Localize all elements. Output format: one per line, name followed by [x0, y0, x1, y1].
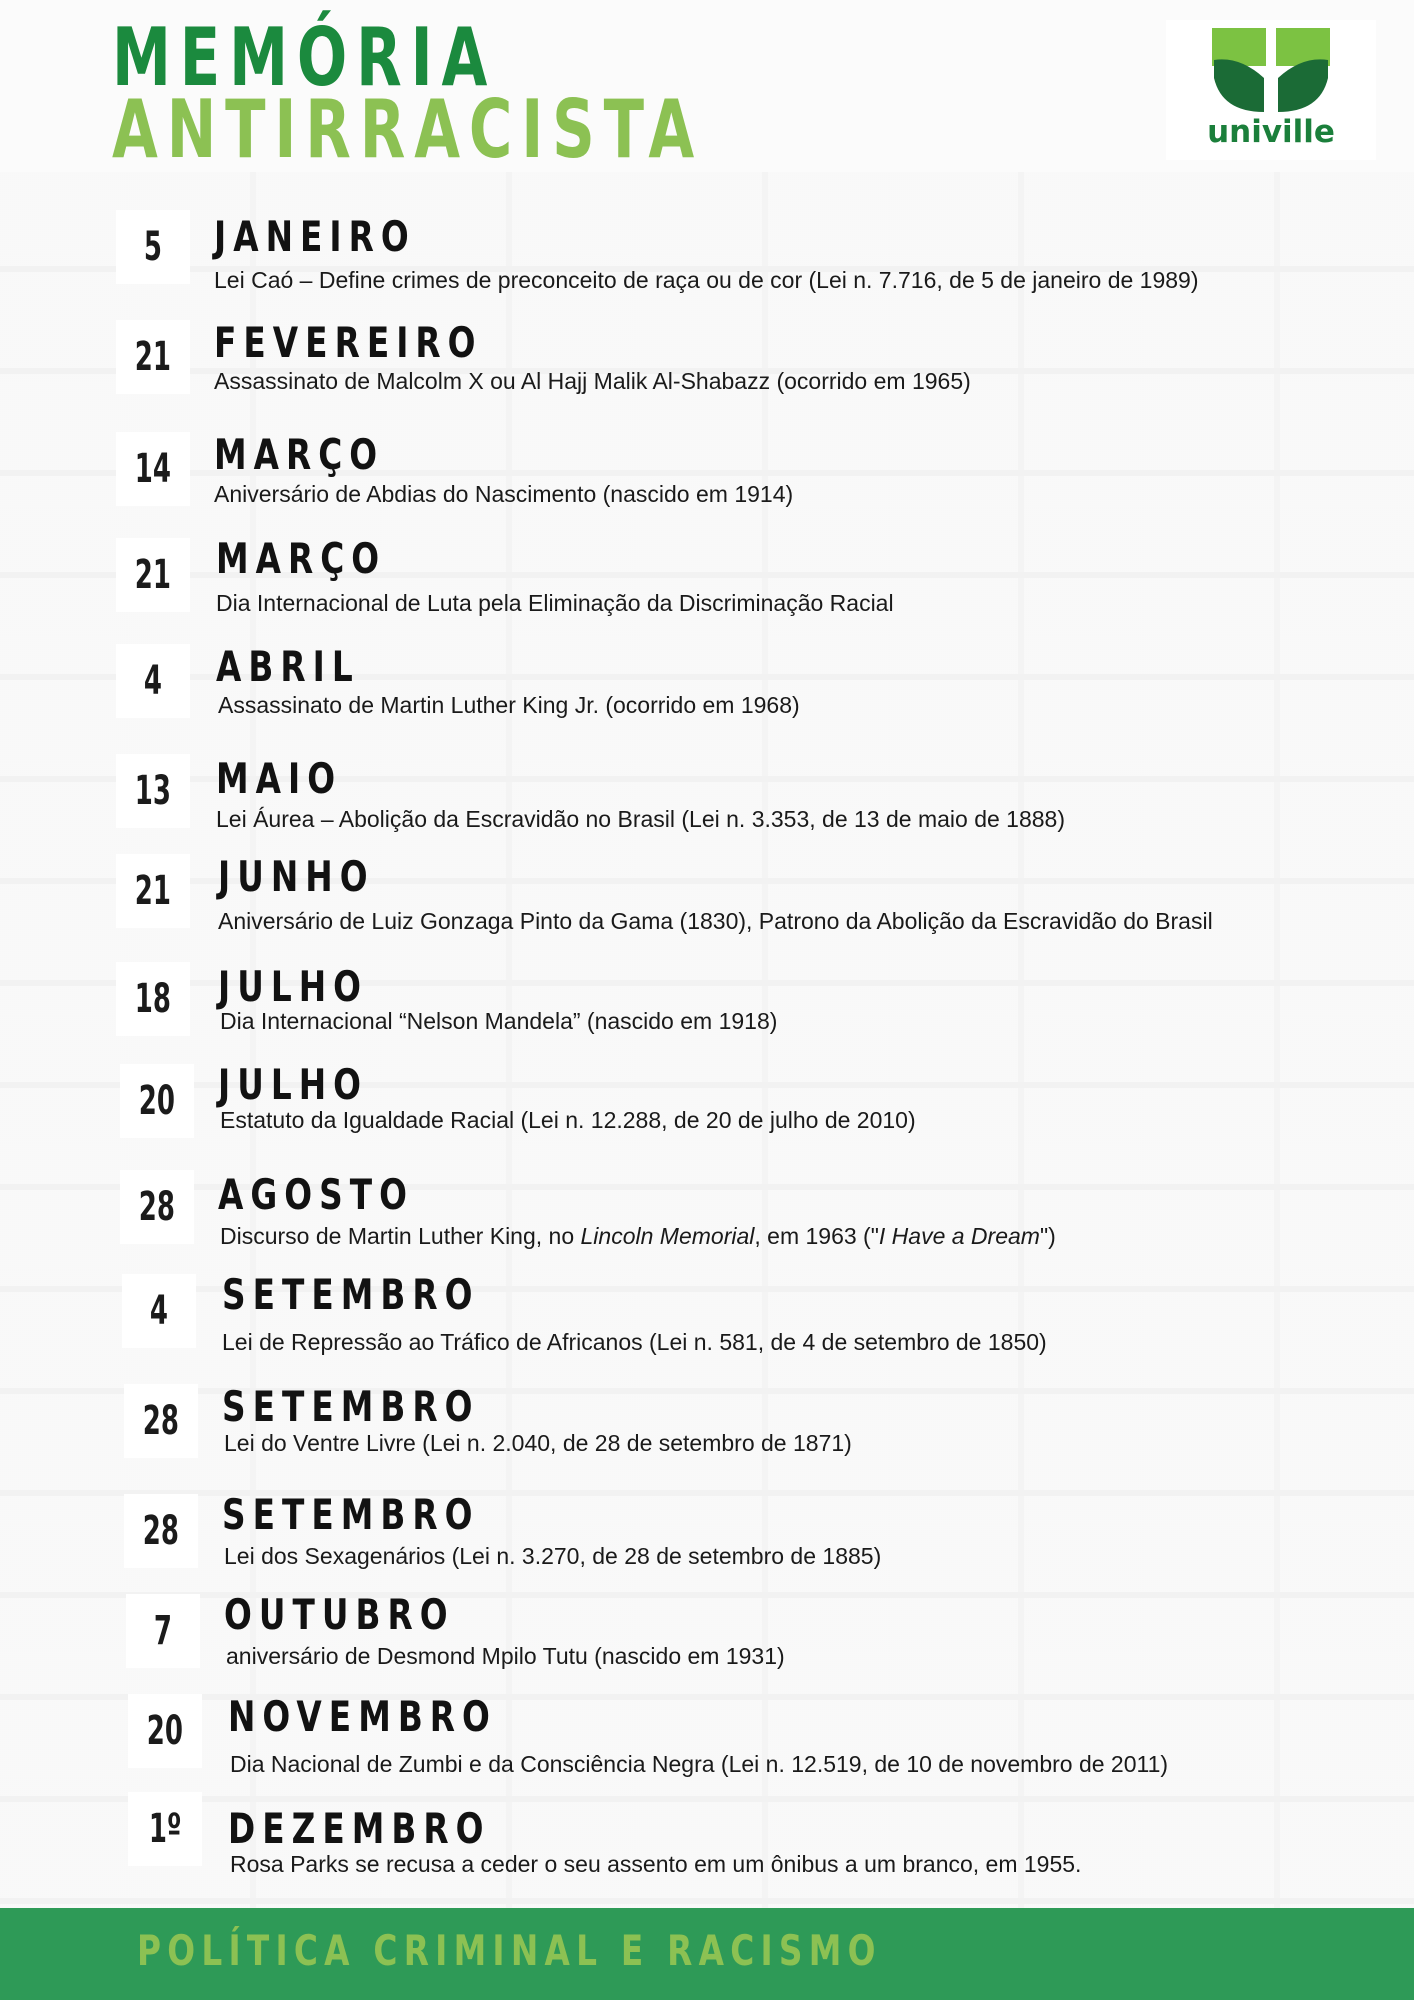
- description-text: , em 1963 (": [754, 1223, 879, 1249]
- event-description: Aniversário de Luiz Gonzaga Pinto da Gama (1830), Patrono da Abolição da Escravidão do Brasil: [218, 908, 1213, 934]
- month-label: NOVEMBRO: [228, 1692, 497, 1741]
- footer-text: POLÍTICA CRIMINAL E RACISMO: [137, 1926, 882, 1975]
- calendar-entry: [0, 1490, 1414, 1590]
- day-number: 1º: [148, 1806, 182, 1852]
- event-description: Aniversário de Abdias do Nascimento (nascido em 1914): [214, 481, 794, 507]
- day-box: [116, 210, 190, 284]
- calendar-entry: [0, 752, 1414, 852]
- day-box: [120, 1064, 194, 1138]
- event-description: Lei Caó – Define crimes de preconceito de raça ou de cor (Lei n. 7.716, de 5 de janeiro de 1989): [214, 267, 1199, 293]
- month-label: SETEMBRO: [222, 1270, 480, 1319]
- day-number: 21: [134, 868, 172, 914]
- calendar-entry: [0, 1166, 1414, 1266]
- month-label: FEVEREIRO: [214, 318, 483, 367]
- month-label: JULHO: [218, 962, 369, 1011]
- day-box: [124, 1384, 198, 1458]
- month-label: MARÇO: [216, 534, 387, 583]
- day-box: [124, 1494, 198, 1568]
- title-line-2: ANTIRRACISTA: [112, 83, 704, 176]
- day-number: 4: [143, 658, 163, 704]
- footer-banner: [0, 1908, 1414, 2000]
- day-number: 21: [134, 552, 172, 598]
- day-box: [128, 1694, 202, 1768]
- title-line-1: MEMÓRIA: [112, 11, 497, 104]
- day-box: [128, 1792, 202, 1866]
- calendar-entry: [0, 1058, 1414, 1158]
- day-box: [116, 432, 190, 506]
- day-box: [126, 1594, 200, 1668]
- day-number: 14: [134, 446, 172, 492]
- description-italic: Lincoln Memorial: [580, 1223, 755, 1249]
- event-description: Assassinato de Malcolm X ou Al Hajj Malik Al-Shabazz (ocorrido em 1965): [214, 368, 971, 394]
- month-label: OUTUBRO: [224, 1590, 455, 1639]
- day-number: 28: [138, 1184, 176, 1230]
- calendar-entry: [0, 1588, 1414, 1688]
- event-description: Lei Áurea – Abolição da Escravidão no Brasil (Lei n. 3.353, de 13 de maio de 1888): [216, 806, 1066, 832]
- univille-leaf-logo-icon: [1204, 26, 1338, 118]
- calendar-entry: [0, 1790, 1414, 1890]
- header: [0, 0, 1414, 176]
- day-box: [116, 754, 190, 828]
- day-box: [116, 962, 190, 1036]
- event-description: [220, 1225, 1056, 1248]
- day-number: 20: [146, 1708, 184, 1754]
- calendar-entry: [0, 1690, 1414, 1790]
- calendar-entry: [0, 852, 1414, 952]
- day-number: 28: [142, 1508, 180, 1554]
- day-number: 7: [153, 1608, 173, 1654]
- day-box: [120, 1170, 194, 1244]
- event-description: Rosa Parks se recusa a ceder o seu assento em um ônibus a um branco, em 1955.: [230, 1851, 1082, 1877]
- day-number: 20: [138, 1078, 176, 1124]
- calendar-entry: [0, 960, 1414, 1060]
- event-description: Lei de Repressão ao Tráfico de Africanos (Lei n. 581, de 4 de setembro de 1850): [222, 1329, 1047, 1355]
- univille-logo: [1166, 20, 1376, 160]
- event-description: Lei do Ventre Livre (Lei n. 2.040, de 28 de setembro de 1871): [224, 1430, 852, 1456]
- month-label: DEZEMBRO: [228, 1804, 491, 1853]
- calendar-entry: [0, 206, 1414, 306]
- event-description: Estatuto da Igualdade Racial (Lei n. 12.288, de 20 de julho de 2010): [220, 1107, 916, 1133]
- event-description: Dia Nacional de Zumbi e da Consciência Negra (Lei n. 12.519, de 10 de novembro de 2011): [230, 1751, 1169, 1777]
- calendar-entry: [0, 642, 1414, 742]
- day-number: 4: [149, 1288, 169, 1334]
- description-text: "): [1039, 1223, 1056, 1249]
- description-italic: I Have a Dream: [878, 1223, 1040, 1249]
- calendar-entry: [0, 312, 1414, 412]
- month-label: MARÇO: [214, 430, 385, 479]
- day-box: [116, 854, 190, 928]
- month-label: MAIO: [216, 754, 343, 803]
- day-number: 21: [134, 334, 172, 380]
- month-label: AGOSTO: [218, 1170, 415, 1219]
- logo-text: univille: [1207, 114, 1335, 150]
- event-description: Assassinato de Martin Luther King Jr. (ocorrido em 1968): [218, 692, 800, 718]
- day-number: 13: [134, 768, 172, 814]
- day-number: 28: [142, 1398, 180, 1444]
- day-box: [122, 1274, 196, 1348]
- month-label: SETEMBRO: [222, 1490, 480, 1539]
- calendar-entry: [0, 1380, 1414, 1480]
- description-text: Discurso de Martin Luther King, no: [220, 1223, 581, 1249]
- month-label: SETEMBRO: [222, 1382, 480, 1431]
- event-description: Dia Internacional “Nelson Mandela” (nascido em 1918): [220, 1008, 778, 1034]
- day-box: [116, 320, 190, 394]
- calendar-entry: [0, 428, 1414, 528]
- event-description: aniversário de Desmond Mpilo Tutu (nascido em 1931): [226, 1643, 785, 1669]
- day-number: 18: [134, 976, 172, 1022]
- month-label: JUNHO: [218, 852, 375, 901]
- month-label: JANEIRO: [214, 212, 416, 261]
- calendar-entry: [0, 1268, 1414, 1368]
- month-label: JULHO: [218, 1060, 369, 1109]
- event-description: Lei dos Sexagenários (Lei n. 3.270, de 28 de setembro de 1885): [224, 1543, 882, 1569]
- day-box: [116, 644, 190, 718]
- day-box: [116, 538, 190, 612]
- day-number: 5: [143, 224, 163, 270]
- month-label: ABRIL: [216, 642, 360, 691]
- calendar-entry: [0, 532, 1414, 632]
- event-description: Dia Internacional de Luta pela Eliminação da Discriminação Racial: [216, 590, 894, 616]
